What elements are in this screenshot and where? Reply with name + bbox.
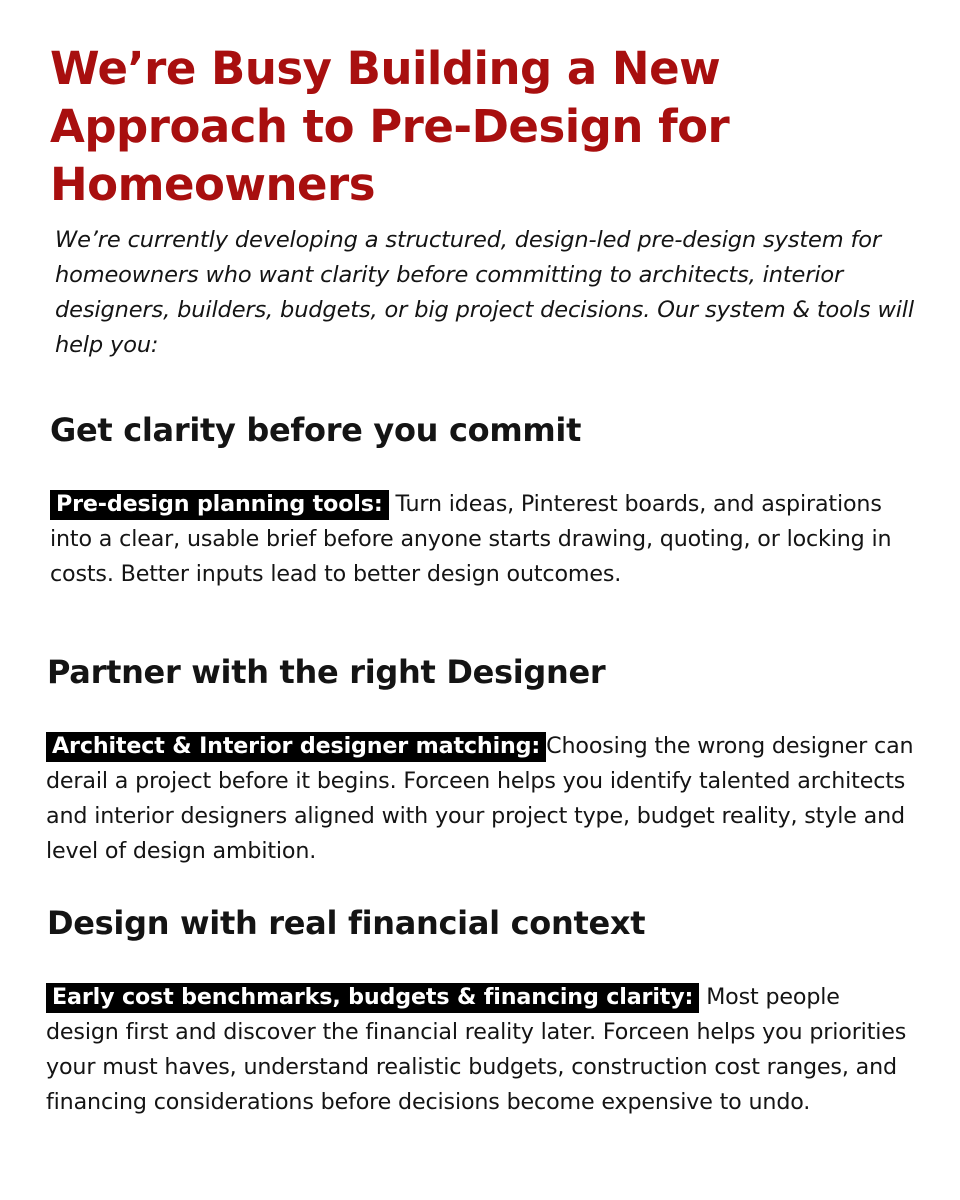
intro-paragraph: We’re currently developing a structured, design-led pre-design system for homeowners who want clarity before committing to architects, interior designers, builders, budgets, or big project decisions. Our system & tools will help you: — [55, 227, 915, 358]
section-text-financial — [46, 980, 916, 1120]
section-text-clarity — [50, 487, 920, 592]
section-body: Choosing the wrong designer can derail a project before it begins. Forceen helps you identify talented architects and interior designers aligned with your project type, budget reality, style and level of design ambition. — [46, 733, 914, 864]
highlight-label: Early cost benchmarks, budgets & financing clarity: — [46, 983, 699, 1013]
section-title-designer: Partner with the right Designer — [47, 653, 606, 691]
section-title-clarity: Get clarity before you commit — [50, 411, 582, 449]
page-title: We’re Busy Building a New Approach to Pre-Design for Homeowners — [50, 42, 730, 211]
section-title-financial: Design with real financial context — [47, 904, 646, 942]
highlight-label: Architect & Interior designer matching: — [46, 732, 546, 762]
section-text-designer — [46, 729, 916, 869]
highlight-label: Pre-design planning tools: — [50, 490, 389, 520]
section-body: Most people design first and discover the financial reality later. Forceen helps you priorities your must haves, understand realistic budgets, construction cost ranges, and financing considerations before decisions become expensive to undo. — [46, 984, 907, 1115]
section-body: Turn ideas, Pinterest boards, and aspirations into a clear, usable brief before anyone starts drawing, quoting, or locking in costs. Better inputs lead to better design outcomes. — [50, 491, 892, 587]
